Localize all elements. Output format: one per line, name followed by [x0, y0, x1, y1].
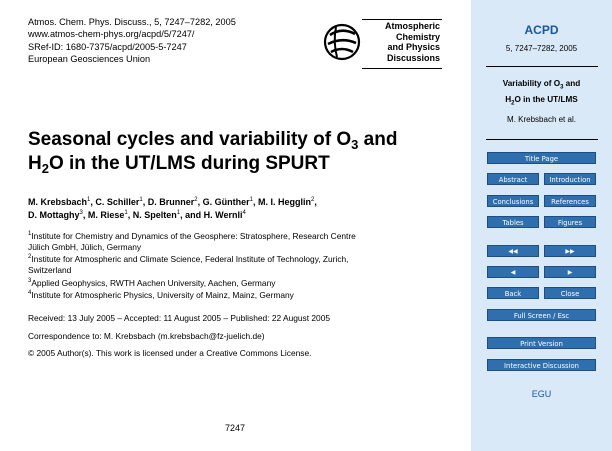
affiliation-number: 1	[28, 231, 32, 237]
author-separator: ,	[82, 210, 88, 220]
close-button[interactable]: Close	[544, 287, 596, 299]
journal-url[interactable]: www.atmos-chem-phys.org/acpd/5/7247/	[28, 29, 195, 40]
tables-button[interactable]: Tables	[487, 216, 539, 228]
volume-info: 5, 7247–7282, 2005	[505, 44, 578, 53]
author-separator: ,	[314, 197, 317, 207]
short-title-text: and	[563, 79, 581, 88]
author-name: D. Mottaghy	[28, 210, 80, 220]
author-separator: , and	[180, 210, 204, 220]
affiliation-text: Applied Geophysics, RWTH Aachen University, Aachen, Germany	[31, 278, 276, 288]
author-name: M. I. Hegglin	[257, 197, 311, 207]
affiliation-text: Institute for Chemistry and Dynamics of the Geosphere: Stratosphere, Research Centre	[31, 231, 356, 241]
affiliation-2	[28, 254, 349, 276]
egu-label: EGU	[531, 389, 552, 399]
affiliation-number: 4	[28, 290, 32, 296]
affiliation-text: Jülich GmbH, Jülich, Germany	[28, 241, 142, 252]
author-affiliation-number: 1	[249, 197, 253, 203]
title-subscript: 3	[351, 137, 359, 152]
author-name: D. Brunner	[147, 197, 195, 207]
author-list	[28, 196, 317, 222]
affiliation-text: Switzerland	[28, 264, 72, 275]
author-affiliation-number: 3	[79, 210, 83, 216]
short-title-text: Variability of O	[502, 79, 561, 88]
author-separator: ,	[252, 197, 258, 207]
license-notice: © 2005 Author(s). This work is licensed under a Creative Commons License.	[28, 348, 312, 358]
author-affiliation-number: 4	[242, 210, 246, 216]
author-name: M. Riese	[87, 210, 125, 220]
references-button[interactable]: References	[544, 195, 596, 207]
back-button[interactable]: Back	[487, 287, 539, 299]
title-subscript: 2	[41, 161, 49, 176]
author-affiliation-number: 2	[194, 197, 198, 203]
title-text: Seasonal cycles and variability of O	[28, 129, 352, 150]
title-page-button[interactable]: Title Page	[487, 152, 596, 164]
author-separator: ,	[90, 197, 96, 207]
publisher: European Geosciences Union	[28, 53, 151, 64]
author-name: N. Spelten	[132, 210, 177, 220]
publication-dates: Received: 13 July 2005 – Accepted: 11 August 2005 – Published: 22 August 2005	[28, 313, 331, 323]
author-separator: ,	[127, 210, 133, 220]
affiliation-1	[28, 231, 356, 253]
short-title-subscript: 3	[560, 84, 564, 91]
author-separator: ,	[142, 197, 148, 207]
journal-reference: Atmos. Chem. Phys. Discuss., 5, 7247–7282, 2005	[28, 17, 236, 27]
introduction-button[interactable]: Introduction	[544, 173, 596, 185]
author-line	[28, 196, 317, 209]
author-line	[28, 209, 317, 222]
author-affiliation-number: 1	[139, 197, 143, 203]
author-separator: ,	[197, 197, 203, 207]
logo-line: Discussions	[386, 52, 440, 63]
author-name: C. Schiller	[95, 197, 140, 207]
sidebar-divider	[486, 66, 598, 67]
author-name: H. Wernli	[203, 210, 243, 220]
short-authors: M. Krebsbach et al.	[507, 115, 576, 124]
author-affiliation-number: 1	[124, 210, 128, 216]
affiliation-text: Institute for Atmospheric and Climate Science, Federal Institute of Technology, Zurich,	[31, 254, 349, 264]
author-affiliation-number: 1	[87, 197, 91, 203]
conclusions-button[interactable]: Conclusions	[487, 195, 539, 207]
print-version-button[interactable]: Print Version	[487, 337, 596, 349]
sidebar-divider	[486, 139, 598, 140]
logo-wordmark	[362, 21, 440, 63]
last-page-button[interactable]: ▶▶	[544, 245, 596, 257]
journal-logo	[322, 17, 442, 71]
correspondence: Correspondence to: M. Krebsbach (m.krebsbach@fz-juelich.de)	[28, 331, 265, 341]
author-affiliation-number: 1	[176, 210, 181, 216]
globe-logo-icon	[322, 19, 362, 65]
abstract-button[interactable]: Abstract	[487, 173, 539, 185]
logo-line: Chemistry	[395, 31, 440, 42]
page-number: 7247	[225, 423, 246, 433]
affiliation-number: 2	[28, 254, 32, 260]
journal-acronym: ACPD	[524, 23, 559, 37]
next-page-button[interactable]: ▶	[544, 266, 596, 278]
author-affiliation-number: 2	[310, 197, 315, 203]
logo-rule-bottom	[362, 68, 442, 69]
journal-header	[28, 16, 236, 65]
title-text: O in the UT/LMS during SPURT	[48, 153, 330, 174]
full-screen-button[interactable]: Full Screen / Esc	[487, 309, 596, 321]
first-page-button[interactable]: ◀◀	[487, 245, 539, 257]
previous-page-button[interactable]: ◀	[487, 266, 539, 278]
logo-line: Atmospheric	[384, 21, 440, 31]
short-title-text: O in the UT/LMS	[514, 94, 578, 104]
short-title-subscript: 2	[511, 100, 515, 107]
affiliation-4	[28, 290, 294, 301]
logo-line: and Physics	[387, 42, 440, 52]
short-title-text: H	[505, 94, 512, 104]
title-text: H	[28, 153, 42, 174]
author-name: G. Günther	[202, 197, 250, 207]
title-text: and	[358, 129, 398, 150]
affiliation-number: 3	[28, 278, 32, 284]
figures-button[interactable]: Figures	[544, 216, 596, 228]
paper-title	[28, 128, 397, 176]
interactive-discussion-button[interactable]: Interactive Discussion	[487, 359, 596, 371]
affiliation-text: Institute for Atmospheric Physics, University of Mainz, Mainz, Germany	[31, 290, 294, 300]
short-title	[471, 78, 612, 109]
affiliation-3	[28, 278, 275, 289]
logo-rule-top	[362, 19, 442, 20]
author-name: M. Krebsbach	[28, 197, 88, 207]
sref-id: SRef-ID: 1680-7375/acpd/2005-5-7247	[28, 41, 187, 52]
